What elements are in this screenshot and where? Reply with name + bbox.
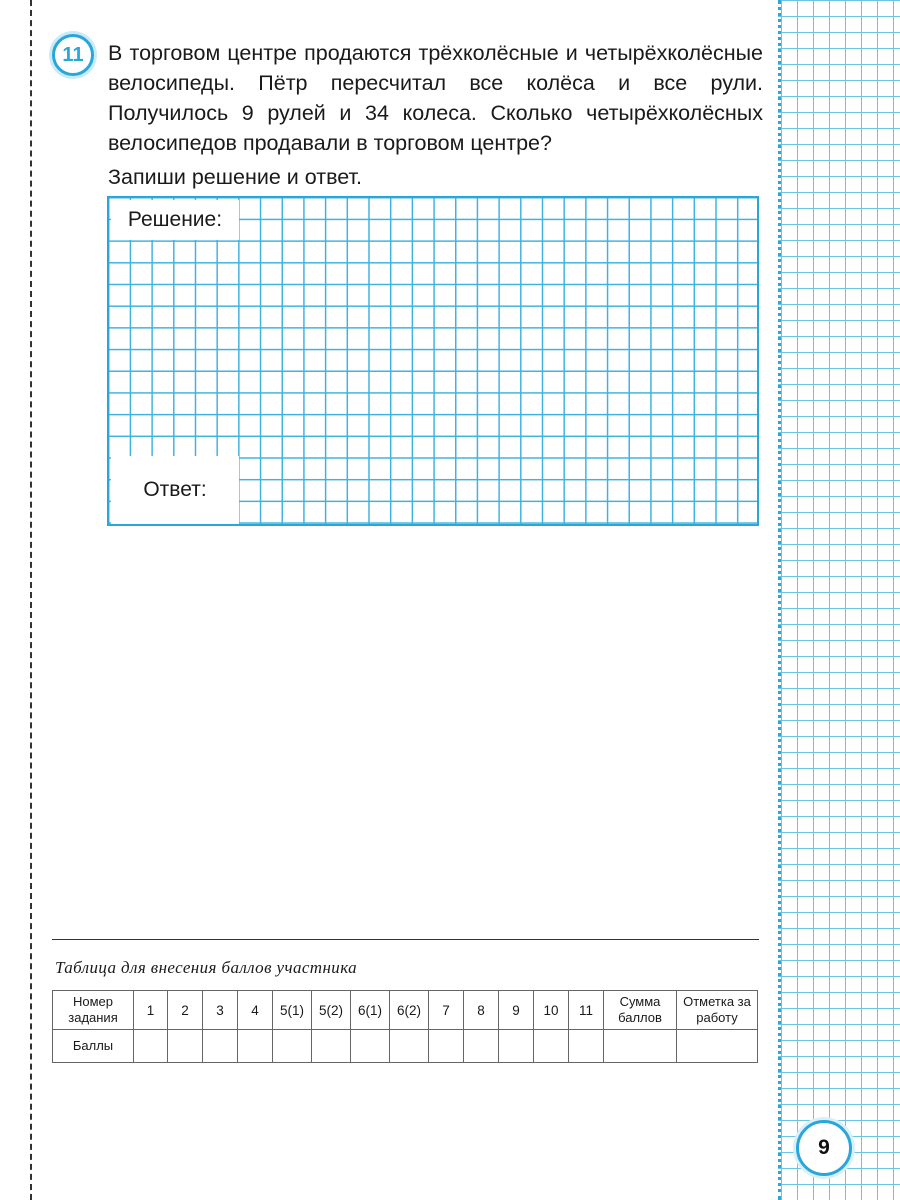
column-header: 11 xyxy=(569,991,604,1030)
sum-header: Сумма баллов xyxy=(604,991,677,1030)
column-header: 10 xyxy=(534,991,569,1030)
score-cell[interactable] xyxy=(390,1030,429,1063)
column-header: 6(1) xyxy=(351,991,390,1030)
score-cell[interactable] xyxy=(168,1030,203,1063)
mark-cell[interactable] xyxy=(677,1030,758,1063)
task-statement: В торговом центре продаются трёхколёсные и четырёхколёсные велосипеды. Пётр пересчитал все колёса и все рули. Получилось 9 рулей и 34 колеса. Сколько четырёхколёсных велосипедов продавали в торговом центре? xyxy=(108,41,763,155)
score-cell[interactable] xyxy=(569,1030,604,1063)
solution-grid[interactable] xyxy=(107,196,759,526)
solution-label: Решение: xyxy=(111,200,239,240)
column-header: 7 xyxy=(429,991,464,1030)
score-table-title: Таблица для внесения баллов участника xyxy=(55,958,358,977)
divider xyxy=(52,939,759,940)
task-instruction: Запиши решение и ответ. xyxy=(108,165,362,189)
margin-grid xyxy=(778,0,900,1200)
score-cell[interactable] xyxy=(134,1030,168,1063)
sum-cell[interactable] xyxy=(604,1030,677,1063)
column-header: 6(2) xyxy=(390,991,429,1030)
score-cell[interactable] xyxy=(534,1030,569,1063)
column-header: 1 xyxy=(134,991,168,1030)
score-cell[interactable] xyxy=(499,1030,534,1063)
score-cell[interactable] xyxy=(312,1030,351,1063)
table-row xyxy=(53,991,758,1030)
task-number: 11 xyxy=(62,43,84,66)
cut-line xyxy=(30,0,32,1200)
scores-header: Баллы xyxy=(53,1030,134,1063)
column-header: 5(2) xyxy=(312,991,351,1030)
score-cell[interactable] xyxy=(273,1030,312,1063)
score-cell[interactable] xyxy=(464,1030,499,1063)
column-header: 3 xyxy=(203,991,238,1030)
task-number-badge xyxy=(52,34,94,76)
score-table xyxy=(52,990,758,1063)
task-text xyxy=(108,38,763,158)
answer-label: Ответ: xyxy=(111,456,239,524)
column-header: 4 xyxy=(238,991,273,1030)
score-cell[interactable] xyxy=(429,1030,464,1063)
score-cell[interactable] xyxy=(238,1030,273,1063)
mark-header: Отметка за работу xyxy=(677,991,758,1030)
column-header: 9 xyxy=(499,991,534,1030)
column-header: 8 xyxy=(464,991,499,1030)
column-header: 5(1) xyxy=(273,991,312,1030)
page-number: 9 xyxy=(818,1136,830,1159)
score-cell[interactable] xyxy=(351,1030,390,1063)
page-number-badge xyxy=(796,1120,852,1176)
column-header: 2 xyxy=(168,991,203,1030)
score-cell[interactable] xyxy=(203,1030,238,1063)
task-number-header: Номер задания xyxy=(53,991,134,1030)
table-row xyxy=(53,1030,758,1063)
